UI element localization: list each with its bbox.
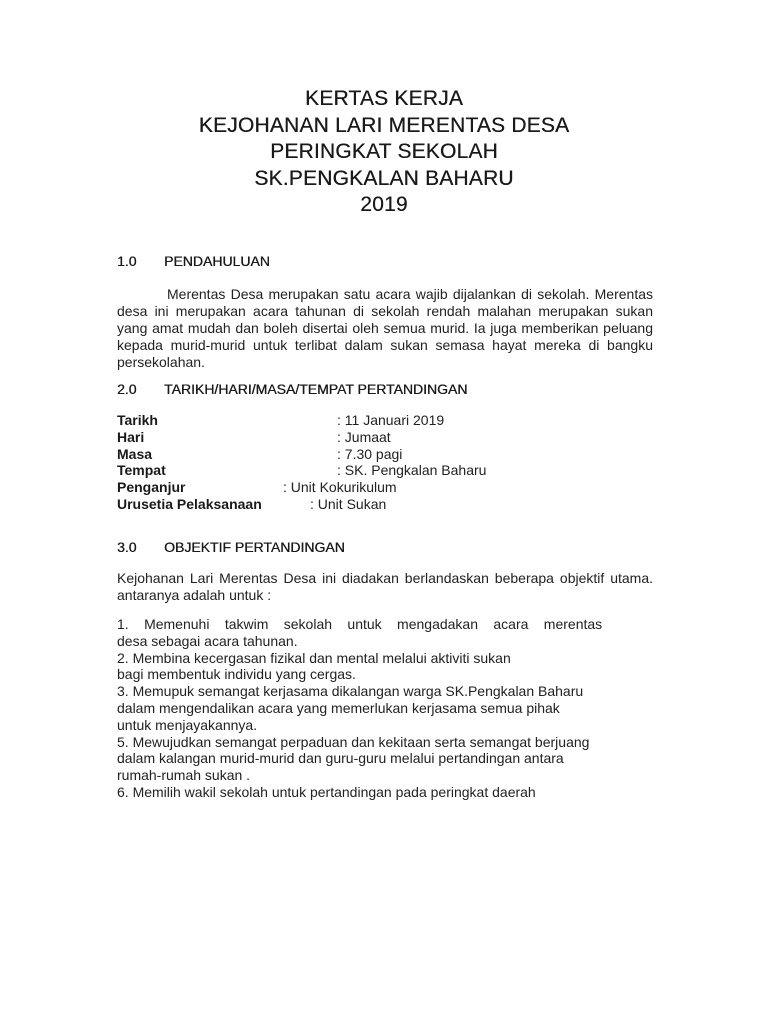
title-line: SK.PENGKALAN BAHARU bbox=[254, 166, 514, 190]
list-line: 1. Memenuhi takwim sekolah untuk mengadakan acara merentas bbox=[117, 616, 603, 632]
list-line: 6. Memilih wakil sekolah untuk pertandingan pada peringkat daerah bbox=[117, 783, 536, 800]
list-line: dalam mengendalikan acara yang memerlukan kerjasama semua pihak bbox=[117, 699, 560, 716]
detail-row-tempat bbox=[117, 462, 537, 479]
section-number: 1.0 bbox=[117, 253, 137, 269]
section-number: 2.0 bbox=[117, 381, 137, 397]
title-line: KERTAS KERJA bbox=[304, 87, 463, 110]
detail-label: Tempat bbox=[117, 462, 166, 479]
list-item bbox=[117, 734, 653, 784]
section-title: OBJEKTIF PERTANDINGAN bbox=[164, 539, 345, 555]
list-line: 2. Membina kecergasan fizikal dan mental melalui aktiviti sukan bbox=[117, 649, 511, 666]
detail-label: Masa bbox=[117, 445, 153, 462]
list-item bbox=[117, 683, 653, 733]
detail-value: : Jumaat bbox=[337, 428, 391, 445]
list-line: bagi membentuk individu yang cergas. bbox=[117, 666, 356, 683]
title-line: KEJOHANAN LARI MERENTAS DESA bbox=[198, 113, 570, 137]
list-line: desa sebagai acara tahunan. bbox=[117, 632, 298, 649]
section-title: TARIKH/HARI/MASA/TEMPAT PERTANDINGAN bbox=[164, 381, 468, 397]
detail-row-urusetia bbox=[117, 496, 537, 513]
event-details bbox=[117, 412, 537, 513]
list-line: rumah-rumah sukan . bbox=[117, 767, 251, 784]
detail-value: : Unit Kokurikulum bbox=[283, 479, 397, 496]
list-line: untuk menjayakannya. bbox=[117, 716, 258, 733]
objectives-list bbox=[117, 616, 653, 801]
list-item bbox=[117, 784, 653, 801]
list-line: 3. Memupuk semangat kerjasama dikalangan warga SK.Pengkalan Baharu bbox=[117, 683, 584, 700]
detail-value: : Unit Sukan bbox=[310, 495, 387, 512]
section-number: 3.0 bbox=[117, 539, 137, 555]
detail-row-penganjur bbox=[117, 479, 537, 496]
list-item bbox=[117, 650, 653, 684]
detail-value: : 7.30 pagi bbox=[337, 445, 403, 462]
detail-label: Urusetia Pelaksanaan bbox=[117, 495, 262, 512]
detail-row-hari bbox=[117, 429, 537, 446]
section-1-heading bbox=[117, 253, 270, 269]
list-item bbox=[117, 616, 653, 650]
title-line: PERINGKAT SEKOLAH bbox=[270, 140, 498, 163]
section-3-heading bbox=[117, 539, 345, 555]
detail-label: Hari bbox=[117, 428, 145, 445]
detail-label: Tarikh bbox=[117, 412, 158, 428]
detail-row-tarikh bbox=[117, 412, 537, 429]
list-line: dalam kalangan murid-murid dan guru-guru melalui pertandingan antara bbox=[117, 750, 564, 767]
detail-row-masa bbox=[117, 446, 537, 463]
section-title: PENDAHULUAN bbox=[164, 253, 270, 269]
detail-value: : 11 Januari 2019 bbox=[337, 412, 445, 428]
section-1-paragraph bbox=[117, 286, 653, 371]
detail-value: : SK. Pengkalan Baharu bbox=[337, 462, 487, 479]
section-2-heading bbox=[117, 381, 467, 397]
paragraph-text: Merentas Desa merupakan satu acara wajib dijalankan di sekolah. Merentas desa ini merupakan acara tahunan di sekolah rendah malahan merupakan sukan yang amat mudah dan boleh disertai oleh semua murid. Ia juga memberikan peluang kepada murid-murid untuk terlibat dalam sukan semasa hayat mereka di bangku persekolahan. bbox=[117, 286, 653, 370]
detail-label: Penganjur bbox=[117, 479, 186, 496]
title-line: 2019 bbox=[360, 193, 408, 216]
list-line: 5. Mewujudkan semangat perpaduan dan kekitaan serta semangat berjuang bbox=[117, 733, 590, 750]
section-3-intro: Kejohanan Lari Merentas Desa ini diadakan berlandaskan beberapa objektif utama. antaranya adalah untuk : bbox=[117, 570, 653, 603]
document-title bbox=[0, 86, 768, 219]
